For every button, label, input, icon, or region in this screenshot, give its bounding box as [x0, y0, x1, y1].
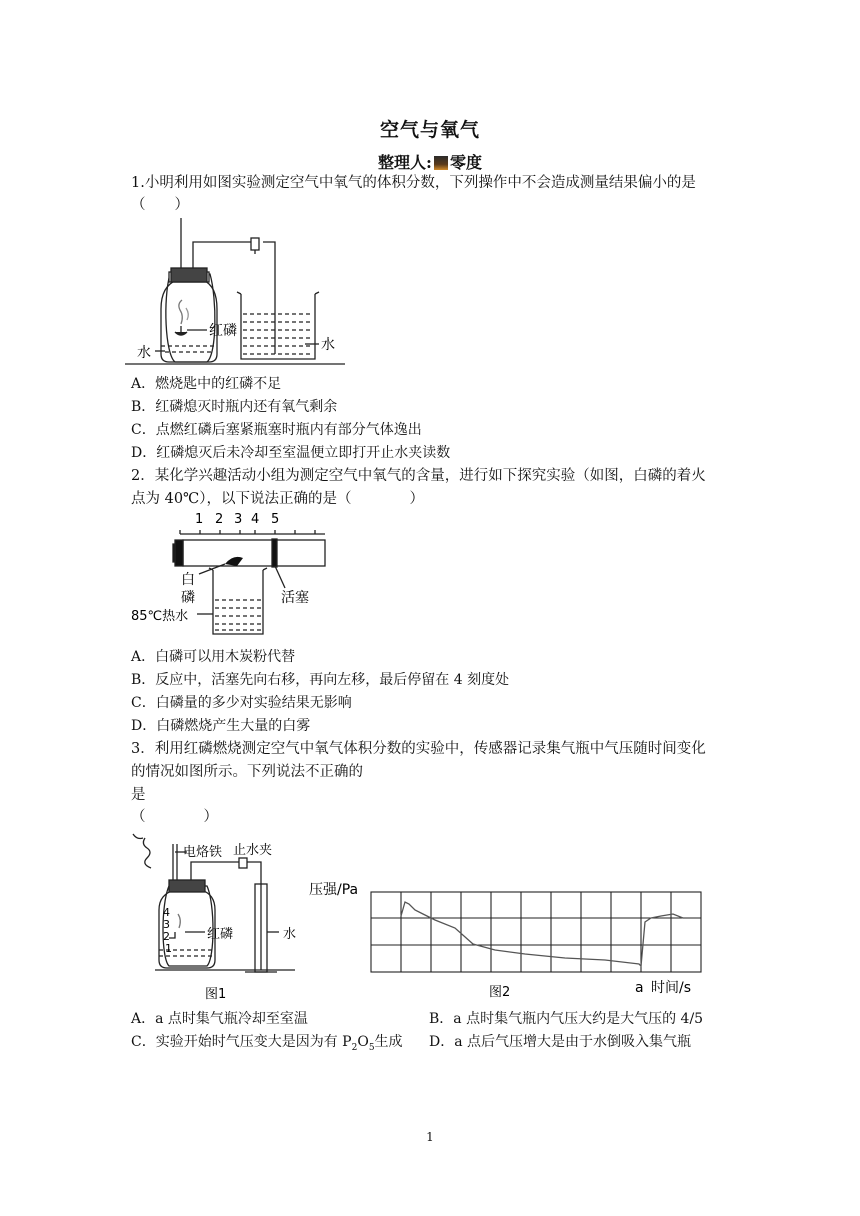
q2-option-a: A．白磷可以用木炭粉代替 [131, 649, 296, 665]
q2-label-hot-water: 85℃热水 [131, 609, 189, 624]
q1-label-water-left: 水 [137, 345, 151, 361]
q2-label-white: 白 [181, 572, 195, 588]
q1-option-c: C．点燃红磷后塞紧瓶塞时瓶内有部分气体逸出 [131, 422, 422, 438]
q3-stem-bracket: （ ） [131, 809, 218, 825]
q3-scale-1: 1 [165, 942, 172, 955]
q3-label-phosphorus: 红磷 [207, 927, 234, 942]
q3-label-clamp: 止水夹 [233, 843, 273, 858]
q2-tick-4: 4 [251, 512, 260, 527]
q1-apparatus-figure [125, 214, 365, 372]
q3-stem-cont: 的情况如图所示。下列说法不正确的 [131, 764, 363, 780]
q3-scale-4: 4 [163, 906, 170, 919]
q2-option-b: B．反应中，活塞先向右移，再向左移，最后停留在 4 刻度处 [131, 672, 510, 688]
q3-stem-cont2: 是 [131, 787, 146, 803]
author-line [0, 150, 860, 173]
q2-option-d: D．白磷燃烧产生大量的白雾 [131, 718, 311, 734]
q1-option-a: A．燃烧匙中的红磷不足 [131, 376, 282, 392]
q3-option-c-tail: 生成 [374, 1034, 403, 1050]
q2-syringe-figure [125, 510, 345, 640]
q2-label-piston: 活塞 [281, 590, 309, 606]
q3-scale-3: 3 [163, 918, 170, 931]
q1-label-water-right: 水 [321, 337, 335, 353]
q3-label-iron: 电烙铁 [183, 845, 223, 860]
q3-stem: 3．利用红磷燃烧测定空气中氧气体积分数的实验中，传感器记录集气瓶中气压随时间变化 [131, 741, 706, 757]
q2-tick-1: 1 [195, 512, 204, 527]
q3-fig1-caption: 图1 [205, 987, 227, 1002]
q2-tick-3: 3 [234, 512, 243, 527]
q3-pressure-chart [305, 870, 705, 1006]
q3-option-a: A．a 点时集气瓶冷却至室温 [131, 1011, 308, 1027]
q2-stem: 2．某化学兴趣活动小组为测定空气中氧气的含量，进行如下探究实验（如图，白磷的着火 [131, 468, 706, 484]
q3-chart-ylabel: 压强/Pa [309, 882, 359, 898]
q2-tick-2: 2 [215, 512, 224, 527]
q2-option-c: C．白磷量的多少对实验结果无影响 [131, 695, 352, 711]
q3-option-c-sub1: 2 [351, 1042, 358, 1053]
q3-option-b: B．a 点时集气瓶内气压大约是大气压的 4/5 [429, 1011, 704, 1027]
author-name: 零度 [449, 153, 482, 172]
q2-stem-cont: 点为 40℃），以下说法正确的是（ ） [131, 491, 425, 507]
q2-tick-5: 5 [271, 512, 280, 527]
page-title: 空气与氧气 [379, 119, 480, 141]
q1-option-d: D．红磷熄灭后未冷却至室温便立即打开止水夹读数 [131, 445, 451, 461]
q3-chart-point-a: a [635, 980, 644, 996]
q3-option-c-text: C．实验开始时气压变大是因为有 P [131, 1034, 352, 1050]
q3-chart-xlabel: 时间/s [651, 980, 692, 996]
author-label: 整理人: [378, 153, 432, 172]
q3-option-c-mid: O [357, 1034, 369, 1050]
q1-label-phosphorus: 红磷 [209, 323, 237, 339]
q3-fig2-caption: 图2 [489, 985, 511, 1000]
q1-stem-bracket: （ ） [131, 197, 189, 213]
q3-chart-grid [371, 892, 701, 972]
q3-option-d: D．a 点后气压增大是由于水倒吸入集气瓶 [429, 1034, 692, 1050]
q3-label-water: 水 [283, 927, 297, 942]
q3-apparatus-figure [125, 828, 305, 1006]
q2-label-phosphorus: 磷 [181, 590, 195, 606]
q1-option-b: B．红磷熄灭时瓶内还有氧气剩余 [131, 399, 338, 415]
author-avatar-icon [434, 156, 448, 170]
q3-option-c [131, 1031, 403, 1059]
q3-option-c-sub2: 5 [368, 1042, 375, 1053]
q1-stem: 1.小明利用如图实验测定空气中氧气的体积分数，下列操作中不会造成测量结果偏小的是 [131, 175, 696, 191]
page-number: 1 [426, 1130, 434, 1144]
q3-scale-2: 2 [163, 930, 170, 943]
